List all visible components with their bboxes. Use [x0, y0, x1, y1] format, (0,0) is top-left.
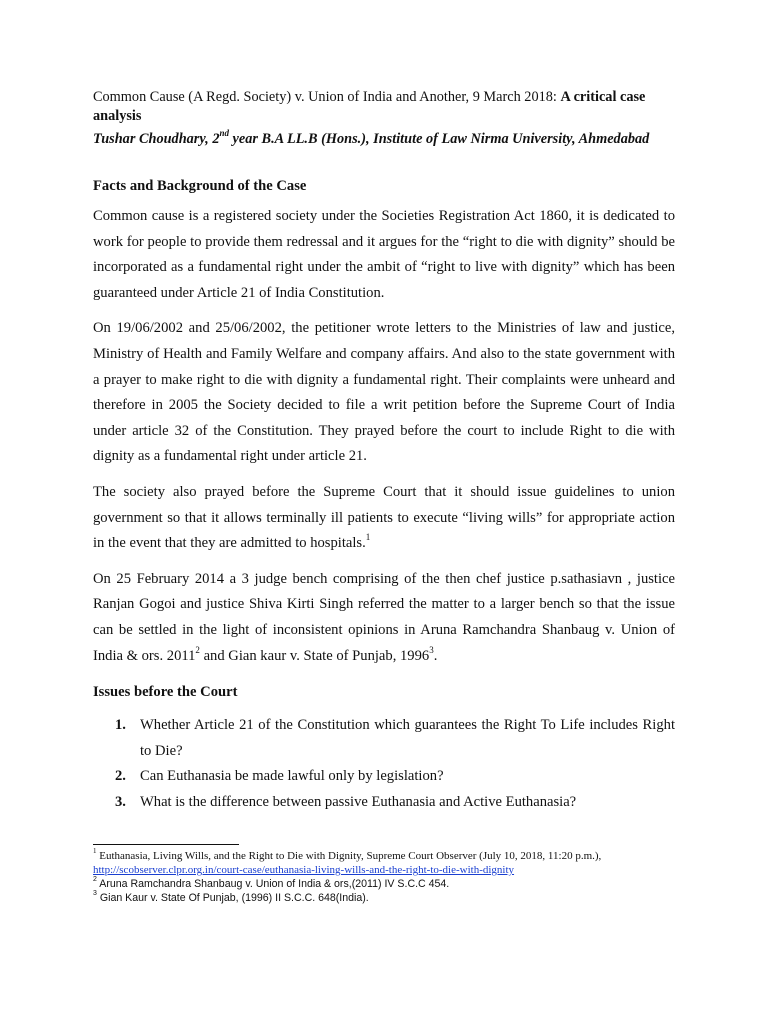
facts-heading: Facts and Background of the Case: [93, 178, 307, 194]
footnote-2-text: Aruna Ramchandra Shanbaug v. Union of India & ors,(2011) IV S.C.C 454.: [96, 878, 450, 890]
title-bold: A critical case analysis: [93, 89, 646, 124]
paragraph-4-text-a: On 25 February 2014 a 3 judge bench comprising of the then chef justice p.sathasiavn , justice Ranjan Gogoi and justice Shiva Kirti Singh referred the matter to a larger bench so that the issue can be settled in the light of inconsistent opinions in Aruna Ramchandra Shanbaug v. Union of India & ors. 2011: [93, 570, 675, 664]
paragraph-3: [93, 480, 675, 557]
paragraph-4-text-c: .: [433, 647, 438, 664]
footnote-ref-1[interactable]: 1: [365, 532, 371, 543]
paragraph-4: [93, 567, 675, 669]
footnote-1-link[interactable]: http://scobserver.clpr.org.in/court-case/euthanasia-living-wills-and-the-right-to-die-with-dignity: [93, 864, 515, 876]
footnote-divider: [93, 844, 239, 845]
footnote-ref-3[interactable]: 3: [429, 644, 434, 655]
paragraph-4-text-b: and Gian kaur v. State of Punjab, 1996: [199, 647, 430, 664]
list-text: Can Euthanasia be made lawful only by legislation?: [140, 768, 444, 785]
list-number: 3.: [115, 793, 126, 810]
list-item: [93, 713, 675, 764]
author-sup: nd: [219, 128, 229, 139]
list-text: What is the difference between passive Euthanasia and Active Euthanasia?: [140, 793, 577, 810]
list-number: 1.: [115, 717, 126, 734]
list-item: [93, 764, 675, 790]
author-affiliation: year B.A LL.B (Hons.), Institute of Law Nirma University, Ahmedabad: [228, 131, 650, 147]
footnote-3-text: Gian Kaur v. State Of Punjab, (1996) II S.C.C. 648(India).: [96, 892, 369, 904]
paragraph-2: On 19/06/2002 and 25/06/2002, the petitioner wrote letters to the Ministries of law and justice, Ministry of Health and Family Welfare and company affairs. And also to the state government with a prayer to make right to die with dignity a fundamental right. Their complaints were unheard and therefore in 2005 the Society decided to file a writ petition before the Supreme Court of India under article 32 of the Constitution. They prayed before the court to include Right to die with dignity as a fundamental right under article 21.: [93, 320, 675, 465]
footnote-2: [93, 877, 698, 891]
footnote-3: [93, 891, 698, 905]
list-number: 2.: [115, 768, 126, 785]
footnote-number: 1: [93, 847, 97, 856]
issues-heading: Issues before the Court: [93, 684, 238, 701]
title-plain: Common Cause (A Regd. Society) v. Union of India and Another, 9 March 2018:: [93, 89, 561, 105]
footnote-number: 2: [93, 876, 97, 884]
footnotes: [93, 844, 698, 905]
author-line: [93, 130, 675, 149]
footnote-1-text: Euthanasia, Living Wills, and the Right to Die with Dignity, Supreme Court Observer (July 10, 2018, 11:20 p.m.),: [96, 850, 602, 862]
footnote-1: [93, 849, 698, 877]
paragraph-1: Common cause is a registered society under the Societies Registration Act 1860, it is dedicated to work for people to provide them redressal and it argues for the “right to die with dignity” should be incorporated as a fundamental right under the ambit of “right to live with dignity” which has been guaranteed under Article 21 of India Constitution.: [93, 208, 675, 301]
document-title: [93, 88, 675, 126]
paragraph-3-text: The society also prayed before the Supreme Court that it should issue guidelines to union government so that it allows terminally ill patients to execute “living wills” for appropriate action in the event that they are admitted to hospitals.: [93, 483, 675, 552]
list-text: Whether Article 21 of the Constitution which guarantees the Right To Life includes Right to Die?: [140, 717, 675, 759]
footnote-number: 3: [93, 890, 97, 898]
author-name: Tushar Choudhary, 2: [93, 131, 220, 147]
list-item: [93, 790, 675, 816]
footnote-ref-2[interactable]: 2: [195, 644, 200, 655]
issues-list: [93, 713, 675, 815]
